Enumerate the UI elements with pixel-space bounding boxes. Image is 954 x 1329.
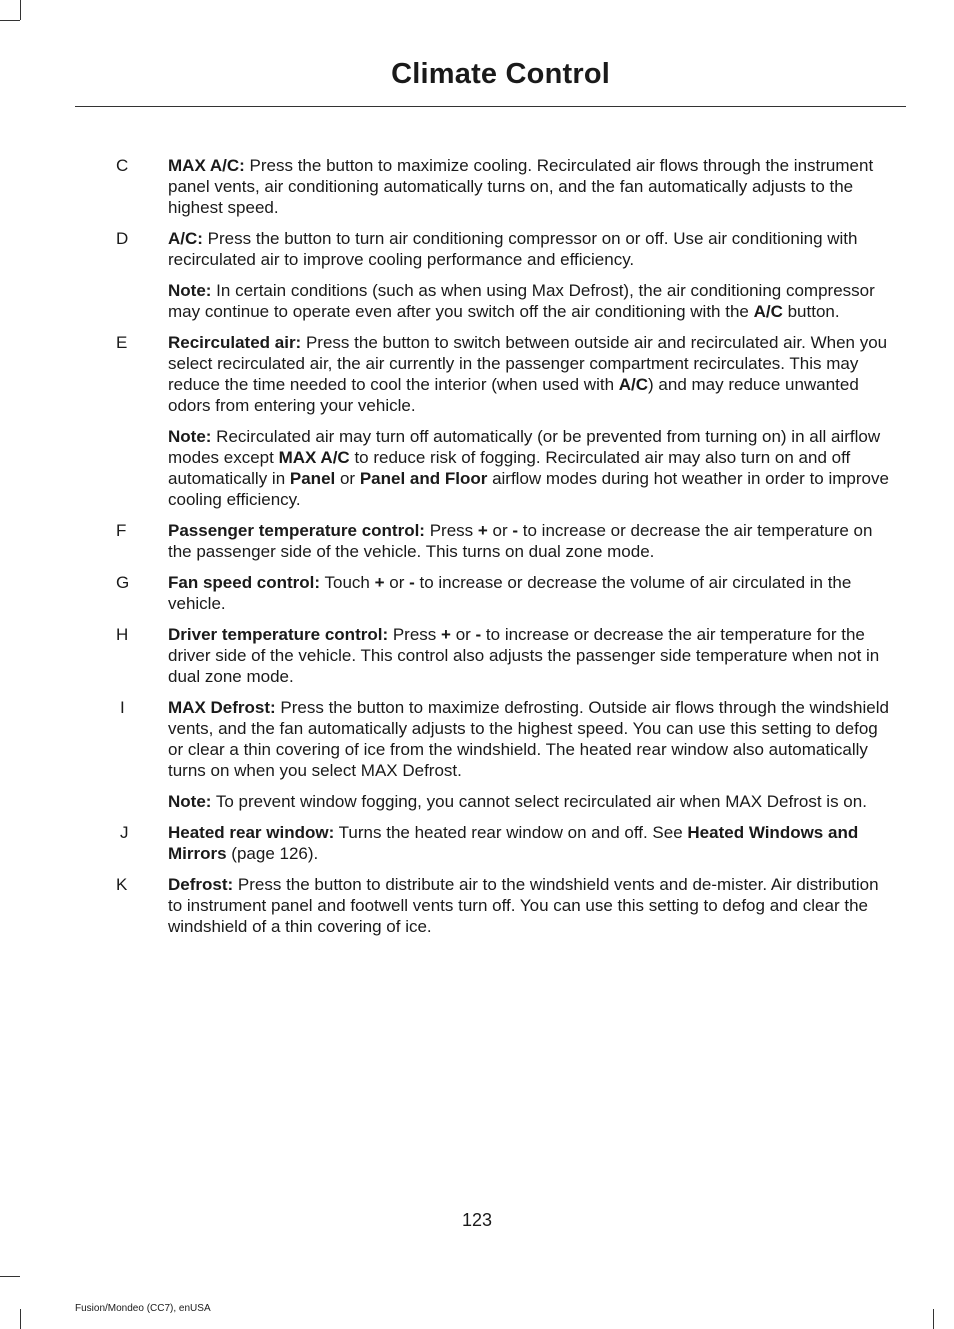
item-text: Driver temperature control: Press + or - to increase or decrease the air temperature for the driver side of the vehicle. This control also adjusts the passenger side temperature when not in dual zone mode. xyxy=(168,625,880,686)
crop-mark xyxy=(0,1276,20,1277)
note-label: Note: xyxy=(168,281,212,300)
item-text: MAX A/C: Press the button to maximize cooling. Recirculated air flows through the instrument panel vents, air conditioning automatically turns on, and the fan automatically adjusts to the highest speed. xyxy=(168,156,874,217)
item-list xyxy=(0,155,954,947)
item-letter: K xyxy=(116,875,128,894)
item-label: Fan speed control: xyxy=(168,573,321,592)
page-number: 123 xyxy=(461,1210,493,1230)
item-text: Recirculated air: Press the button to switch between outside air and recirculated air. When you select recirculated air, the air currently in the passenger compartment recirculates. This may reduce the time needed to cool the interior (when used with A/C) and may reduce unwanted odors from entering your vehicle. xyxy=(168,333,888,415)
list-item xyxy=(0,228,954,270)
item-label: MAX Defrost: xyxy=(168,698,276,717)
list-item xyxy=(0,822,954,864)
list-item xyxy=(0,332,954,416)
crop-mark xyxy=(933,1309,934,1329)
item-letter: D xyxy=(116,229,129,248)
item-label: Passenger temperature control: xyxy=(168,521,425,540)
list-item xyxy=(0,624,954,687)
crop-mark xyxy=(0,20,20,21)
item-text: Defrost: Press the button to distribute air to the windshield vents and de-mister. Air distribution to instrument panel and footwell vents turn off. You can use this setting to defog and clear the windshield of a thin covering of ice. xyxy=(168,875,879,936)
item-label: MAX A/C: xyxy=(168,156,245,175)
cross-reference-link[interactable]: Heated Windows and Mirrors xyxy=(168,823,859,863)
item-letter: G xyxy=(116,573,130,592)
item-letter: I xyxy=(120,698,125,717)
note: Note: In certain conditions (such as when using Max Defrost), the air conditioning compressor may continue to operate even after you switch off the air conditioning with the A/C button. xyxy=(168,281,875,321)
item-text: Fan speed control: Touch + or - to increase or decrease the volume of air circulated in the vehicle. xyxy=(168,573,852,613)
page-title: Climate Control xyxy=(391,58,610,90)
item-text: A/C: Press the button to turn air conditioning compressor on or off. Use air conditioning with recirculated air to improve cooling performance and efficiency. xyxy=(168,229,858,269)
crop-mark xyxy=(20,0,21,20)
note: Note: To prevent window fogging, you cannot select recirculated air when MAX Defrost is on. xyxy=(168,792,867,811)
item-label: Driver temperature control: xyxy=(168,625,389,644)
list-item xyxy=(0,572,954,614)
crop-mark xyxy=(20,1309,21,1329)
item-letter: E xyxy=(116,333,128,352)
note-label: Note: xyxy=(168,792,212,811)
item-text: Heated rear window: Turns the heated rear window on and off. See Heated Windows and Mirrors (page 126). xyxy=(168,823,859,863)
list-item xyxy=(0,874,954,937)
item-text: MAX Defrost: Press the button to maximize defrosting. Outside air flows through the windshield vents, and the fan automatically adjusts to the highest speed. You can use this setting to defog or clear a thin covering of ice from the windshield. The heated rear window also automatically turns on when you select MAX Defrost. xyxy=(168,698,889,780)
item-text: Passenger temperature control: Press + or - to increase or decrease the air temperature on the passenger side of the vehicle. This turns on dual zone mode. xyxy=(168,521,873,561)
item-label: Defrost: xyxy=(168,875,234,894)
item-label: A/C: xyxy=(168,229,203,248)
item-letter: H xyxy=(116,625,129,644)
note-label: Note: xyxy=(168,427,212,446)
note: Note: Recirculated air may turn off automatically (or be prevented from turning on) in all airflow modes except MAX A/C to reduce risk of fogging. Recirculated air may also turn on and off automatically in Panel or Panel and Floor airflow modes during hot weather in order to improve cooling efficiency. xyxy=(168,427,889,509)
item-label: Recirculated air: xyxy=(168,333,302,352)
item-letter: C xyxy=(116,156,129,175)
list-item xyxy=(0,155,954,218)
list-item xyxy=(0,520,954,562)
list-item xyxy=(0,697,954,781)
item-letter: F xyxy=(116,521,127,540)
item-letter: J xyxy=(120,823,129,842)
footer-doc-id: Fusion/Mondeo (CC7), enUSA xyxy=(75,1303,211,1314)
item-label: Heated rear window: xyxy=(168,823,335,842)
header-rule xyxy=(75,106,906,107)
